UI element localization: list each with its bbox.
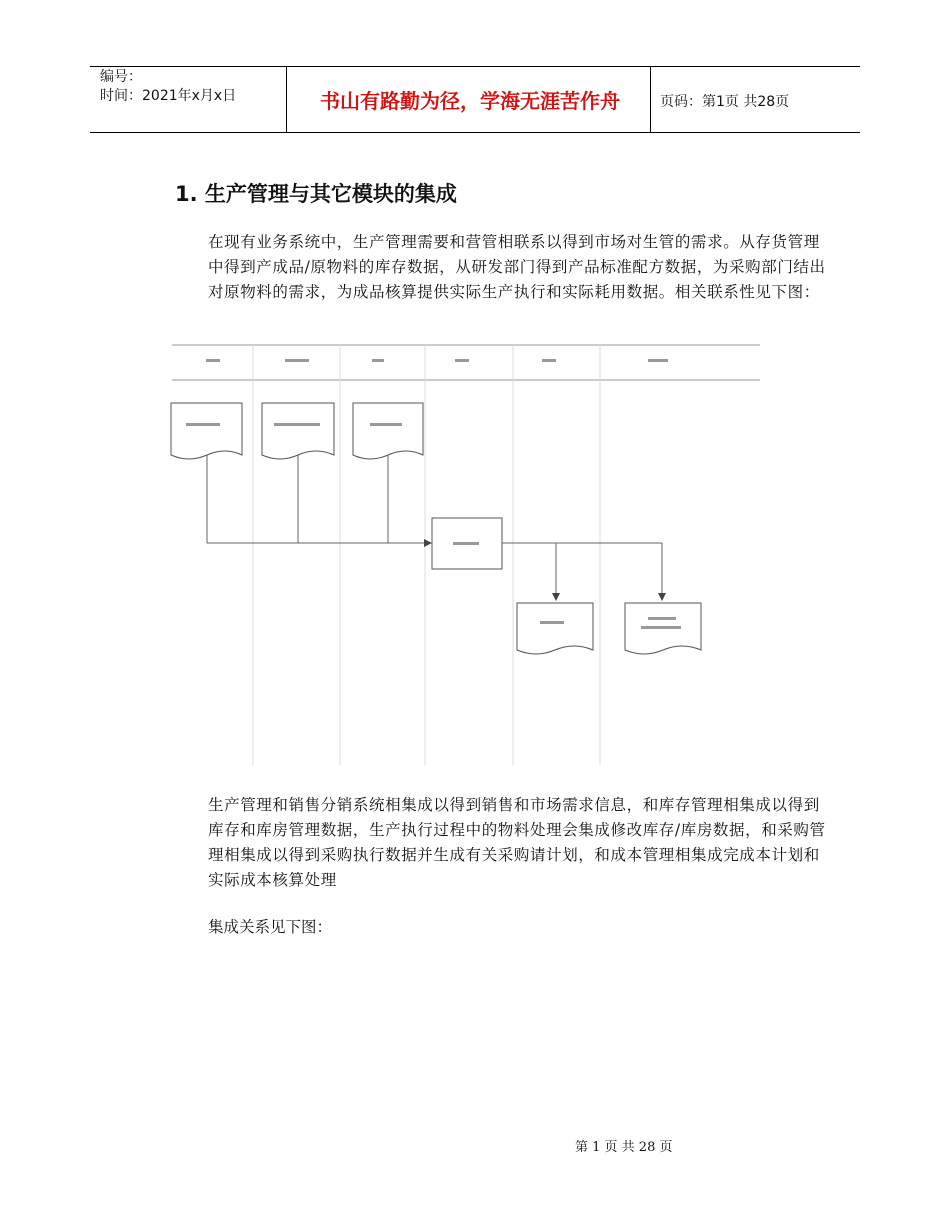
paragraph-integration: 生产管理和销售分销系统相集成以得到销售和市场需求信息，和库存管理相集成以得到库存和库房管理数据，生产执行过程中的物料处理会集成修改库存/库房数据，和采购管理相集成以得到采购执行数据并生成有关采购请计划，和成本管理相集成完成本计划和实际成本核算处理 <box>208 796 826 889</box>
output-document-1 <box>517 603 593 654</box>
header-time: 时间：2021年x月x日 <box>100 88 237 104</box>
section-heading: 1. 生产管理与其它模块的集成 <box>175 182 457 206</box>
paragraph-intro: 在现有业务系统中，生产管理需要和营管相联系以得到市场对生管的需求。从存货管理中得到产成品/原物料的库存数据，从研发部门得到产品标准配方数据，为采购部门结出对原物料的需求，为成品核算提供实际生产执行和实际耗用数据。相关联系性见下图： <box>208 233 826 301</box>
source-document-1 <box>171 403 242 459</box>
source-document-2 <box>262 403 334 459</box>
lane-titles <box>206 359 668 362</box>
source-document-3 <box>353 403 423 459</box>
header-number: 编号： <box>100 69 142 85</box>
process-box <box>432 518 502 569</box>
page-footer: 第 1 页 共 28 页 <box>575 1140 673 1155</box>
paragraph-figure-caption: 集成关系见下图： <box>208 918 333 936</box>
header-motto: 书山有路勤为径，学海无涯苦作舟 <box>320 88 620 113</box>
header-page-info: 页码：第1页 共28页 <box>660 94 790 110</box>
output-document-2 <box>625 603 701 654</box>
